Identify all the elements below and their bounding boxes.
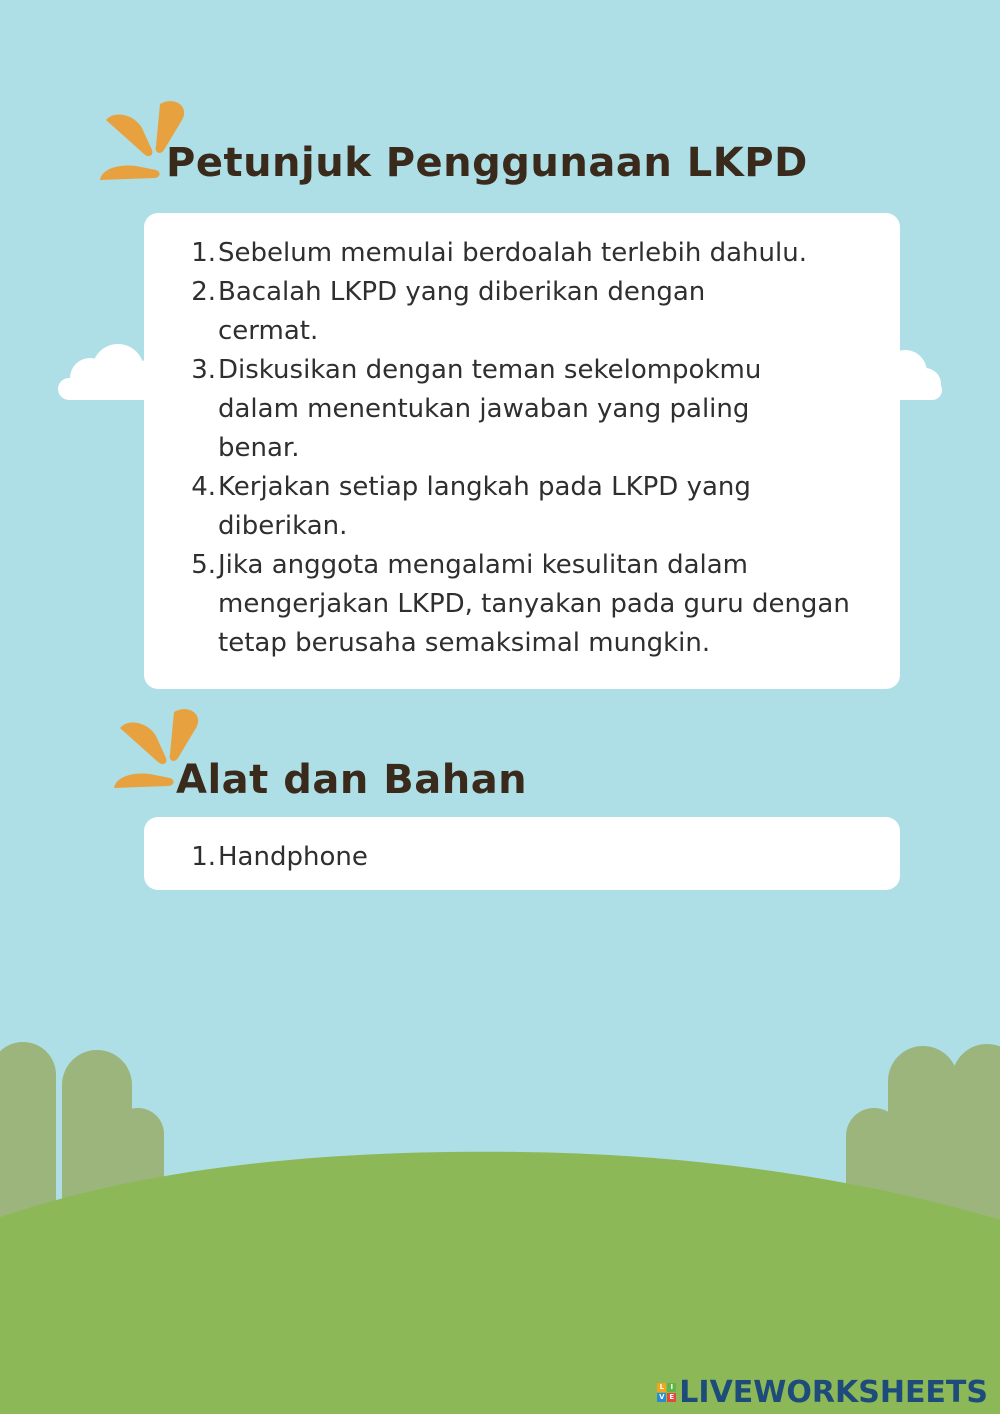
list-item-text: Diskusikan dengan teman sekelompokmu dalam menentukan jawaban yang paling benar. — [218, 355, 762, 463]
list-item-text: Jika anggota mengalami kesulitan dalam mengerjakan LKPD, tanyakan pada guru dengan tetap berusaha semaksimal mungkin. — [218, 550, 850, 658]
tools-card — [144, 817, 900, 890]
logo-letter: I — [667, 1383, 676, 1392]
liveworksheets-logo-icon — [657, 1383, 676, 1402]
list-item — [184, 838, 874, 877]
tools-list — [184, 838, 874, 877]
list-item-number: 3. — [191, 355, 216, 385]
list-item-text: Handphone — [218, 842, 368, 872]
list-item-text: Sebelum memulai berdoalah terlebih dahulu. — [218, 238, 807, 268]
logo-letter: L — [657, 1383, 666, 1392]
list-item-number: 1. — [191, 842, 216, 872]
instructions-card — [144, 213, 900, 689]
brand-name: LIVEWORKSHEETS — [679, 1375, 988, 1410]
list-item-number: 1. — [191, 238, 216, 268]
instructions-title: Petunjuk Penggunaan LKPD — [166, 140, 808, 186]
list-item-number: 2. — [191, 277, 216, 307]
list-item-text: Bacalah LKPD yang diberikan dengan cermat. — [218, 277, 706, 346]
list-item — [184, 273, 874, 351]
logo-letter: E — [667, 1393, 676, 1402]
list-item-number: 5. — [191, 550, 216, 580]
list-item — [184, 351, 874, 468]
list-item — [184, 468, 874, 546]
list-item — [184, 546, 874, 663]
liveworksheets-brand[interactable] — [657, 1375, 988, 1410]
list-item-number: 4. — [191, 472, 216, 502]
list-item-text: Kerjakan setiap langkah pada LKPD yang diberikan. — [218, 472, 751, 541]
logo-letter: V — [659, 1393, 665, 1401]
list-item — [184, 234, 874, 273]
tools-title: Alat dan Bahan — [176, 757, 528, 803]
instructions-list — [184, 234, 874, 663]
